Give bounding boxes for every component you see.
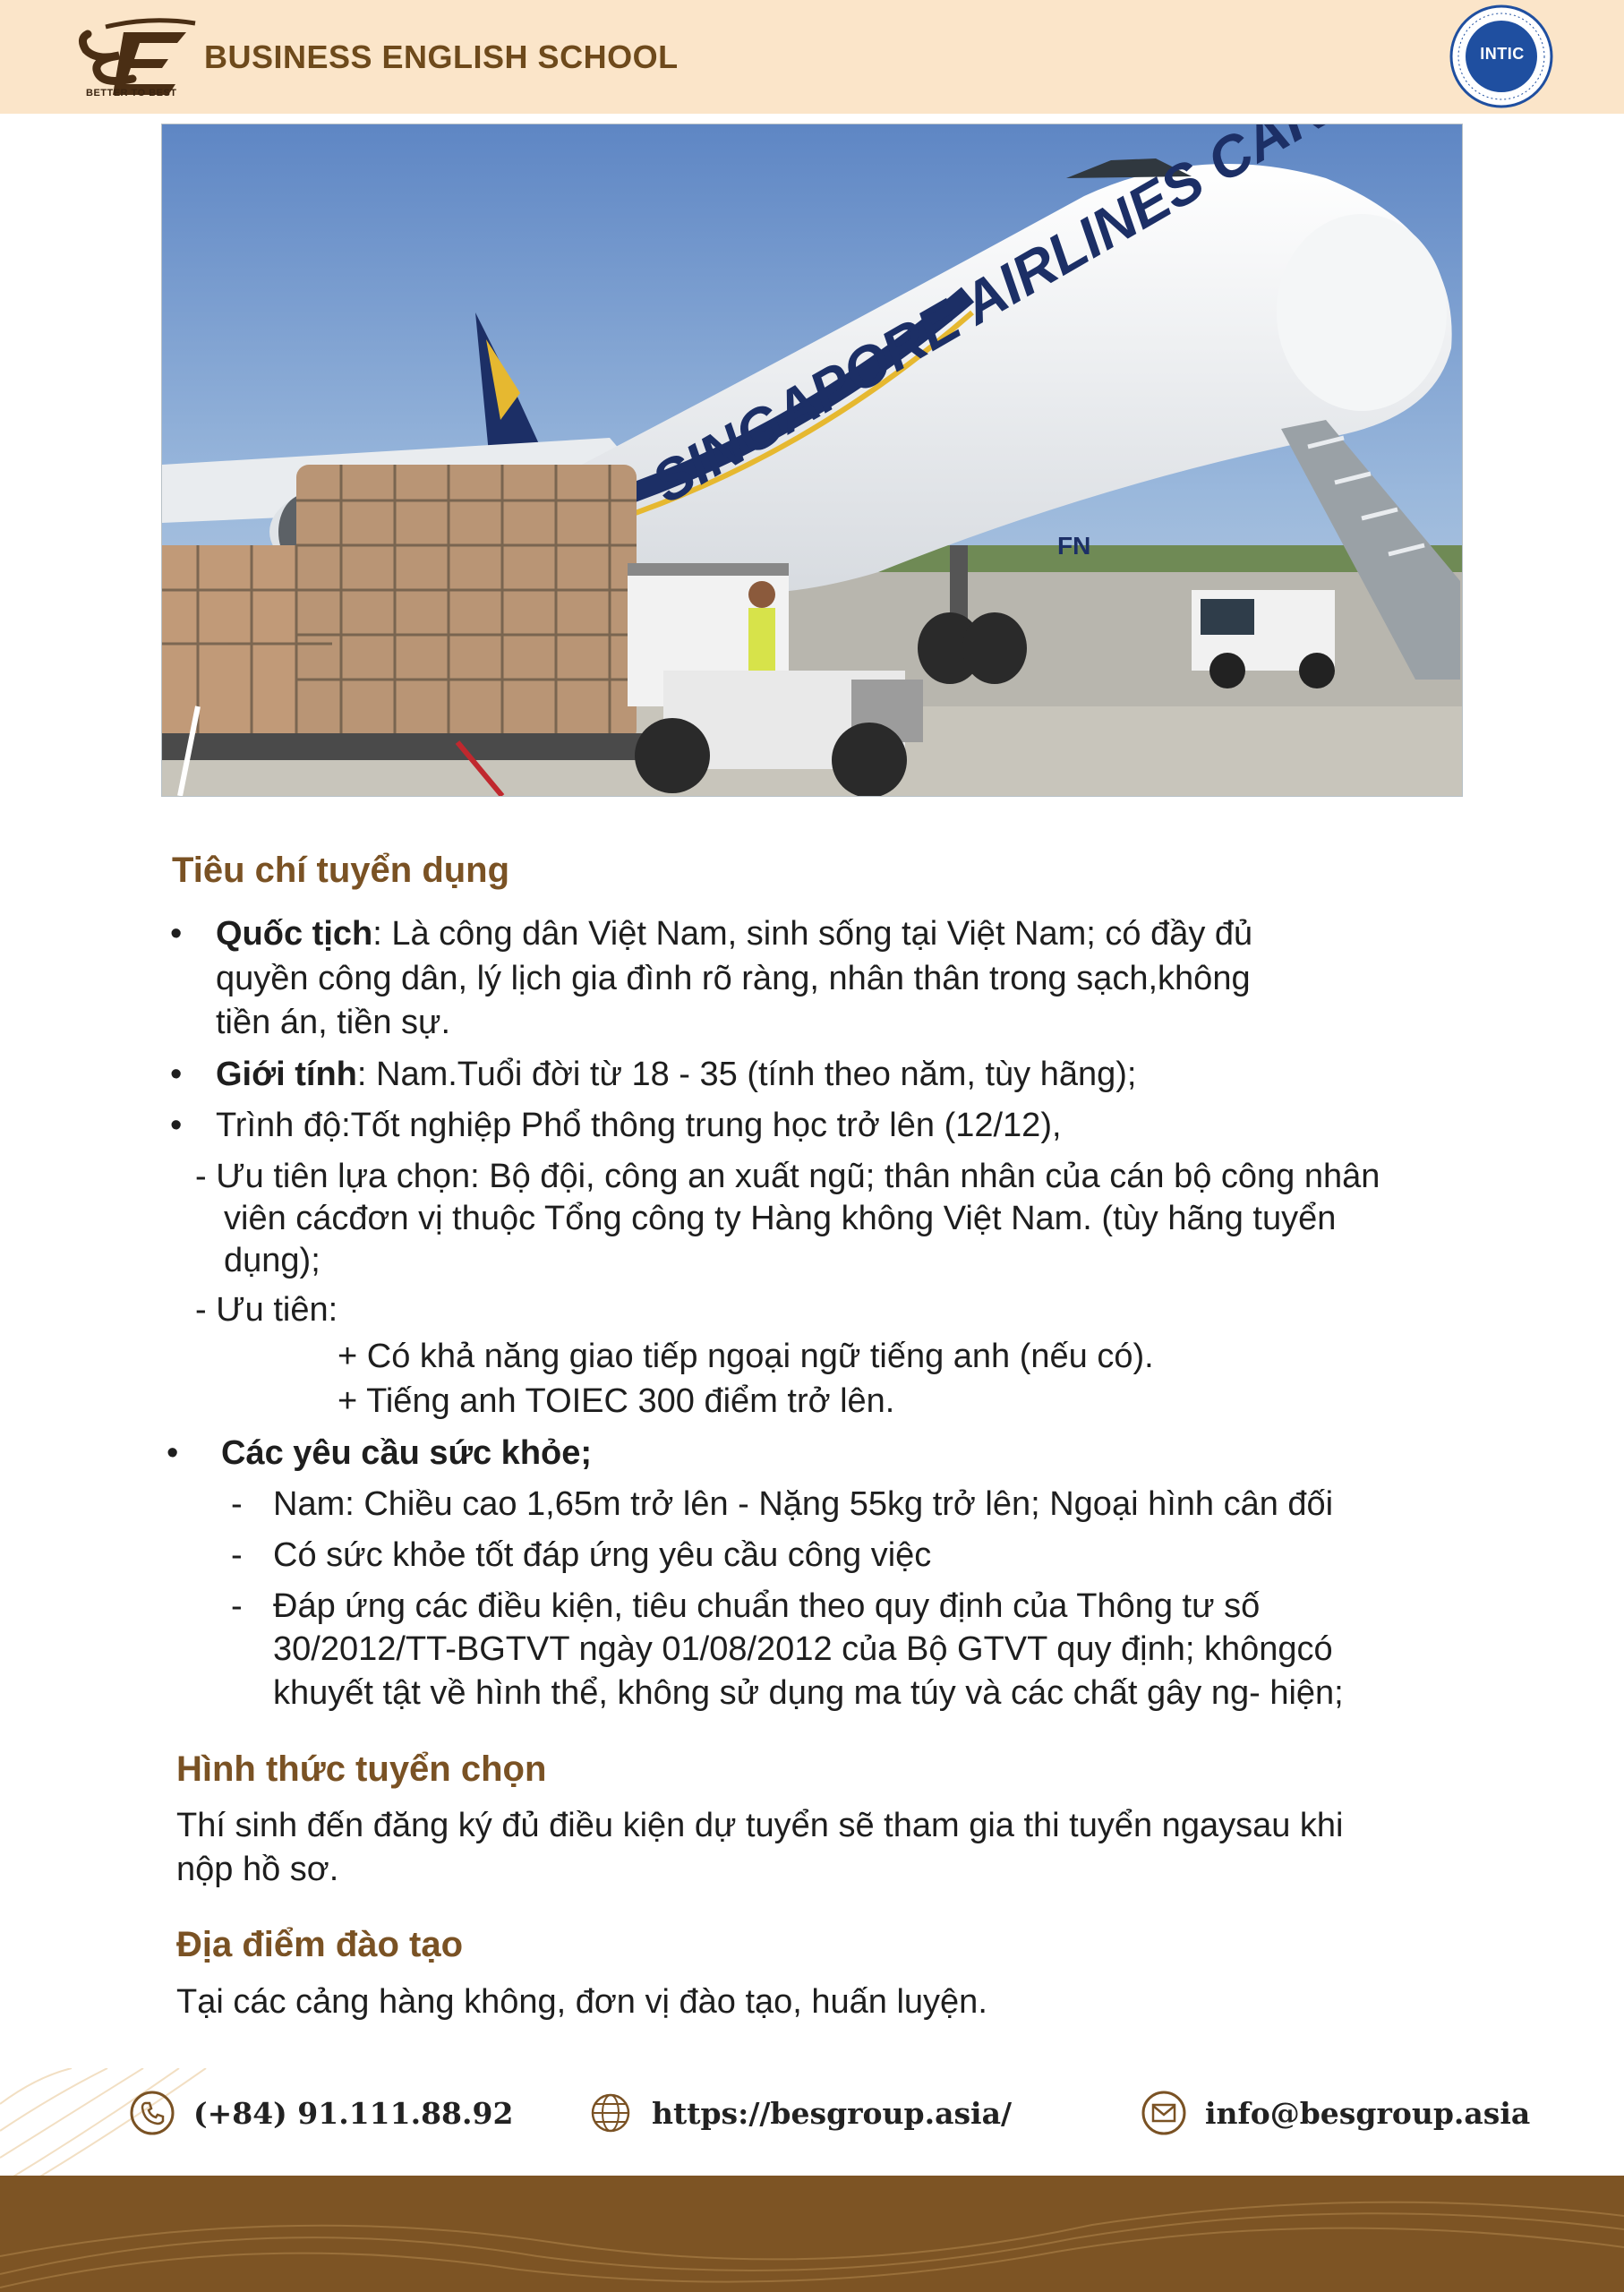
priority2-item-1: + Có khả năng giao tiếp ngoại ngữ tiếng anh (nếu có). [338,1338,1154,1375]
selection-line-1: Thí sinh đến đăng ký đủ điều kiện dự tuyển sẽ tham gia thi tuyển ngaysau khi [176,1807,1344,1844]
dash-marker: - [231,1587,243,1625]
bullet-dot: • [170,1107,183,1144]
priority1-line-2: viên cácđơn vị thuộc Tổng công ty Hàng không Việt Nam. (tùy hãng tuyển [224,1200,1337,1237]
mail-icon [1141,2090,1187,2136]
gender-label: Giới tính [216,1056,357,1093]
selection-heading: Hình thức tuyển chọn [176,1749,547,1789]
seal-label: INTIC [1480,45,1525,63]
health-label: Các yêu cầu sức khỏe; [221,1434,593,1472]
logo-tagline: BETTER TO BEST [86,88,177,98]
nose-gear-text: FN [1057,532,1091,560]
location-heading: Địa điểm đào tạo [176,1925,464,1964]
priority1-line-1: - Ưu tiên lựa chọn: Bộ đội, công an xuất ngũ; thân nhân của cán bộ công nhân [195,1158,1380,1195]
nationality-line-3: tiền án, tiền sự. [216,1004,451,1041]
nationality-label: Quốc tịch [216,915,373,953]
footer-website[interactable] [587,2086,1012,2140]
bullet-dot: • [167,1434,179,1472]
footer-band [0,2176,1624,2292]
education-item: Trình độ:Tốt nghiệp Phổ thông trung học trở lên (12/12), [216,1107,1062,1144]
nationality-line-2: quyền công dân, lý lịch gia đình rõ ràng, nhân thân trong sạch,không [216,960,1251,997]
criteria-heading: Tiêu chí tuyển dụng [172,851,510,890]
health-item-2: Có sức khỏe tốt đáp ứng yêu cầu công việc [273,1536,932,1574]
phone-icon [129,2090,175,2136]
health-item-3-line-2: 30/2012/TT-BGTVT ngày 01/08/2012 của Bộ GTVT quy định; khôngcó [273,1630,1333,1668]
bullet-dot: • [170,1056,183,1093]
health-item-3-line-1: Đáp ứng các điều kiện, tiêu chuẩn theo quy định của Thông tư số [273,1587,1261,1625]
gender-text: : Nam.Tuổi đời từ 18 - 35 (tính theo năm, tùy hãng); [356,1056,1137,1093]
priority2-line-1: - Ưu tiên: [195,1291,338,1329]
cargo-plane-photo [161,124,1463,797]
selection-line-2: nộp hồ sơ. [176,1851,339,1888]
dash-marker: - [231,1485,243,1523]
location-text: Tại các cảng hàng không, đơn vị đào tạo, huấn luyện. [176,1983,987,2021]
dash-marker: - [231,1536,243,1574]
globe-icon [587,2090,634,2136]
health-item-3-line-3: khuyết tật về hình thể, không sử dụng ma túy và các chất gây ng- hiện; [273,1674,1344,1712]
priority1-line-3: dụng); [224,1242,321,1279]
priority2-item-2: + Tiếng anh TOIEC 300 điểm trở lên. [338,1382,895,1420]
page-header [0,0,1624,114]
footer-phone[interactable] [129,2086,513,2140]
gender-item [216,1052,1469,1097]
bullet-dot: • [170,915,183,953]
nationality-text: : Là công dân Việt Nam, sinh sống tại Việt Nam; có đầy đủ [372,915,1253,953]
nationality-item [216,911,1469,956]
phone-text: (+84) 91.111.88.92 [193,2095,514,2131]
school-name: BUSINESS ENGLISH SCHOOL [204,38,679,75]
health-item-1: Nam: Chiều cao 1,65m trở lên - Nặng 55kg trở lên; Ngoại hình cân đối [273,1485,1334,1523]
email-text: info@besgroup.asia [1205,2095,1531,2131]
footer-email[interactable] [1141,2086,1530,2140]
website-text: https://besgroup.asia/ [652,2095,1013,2131]
